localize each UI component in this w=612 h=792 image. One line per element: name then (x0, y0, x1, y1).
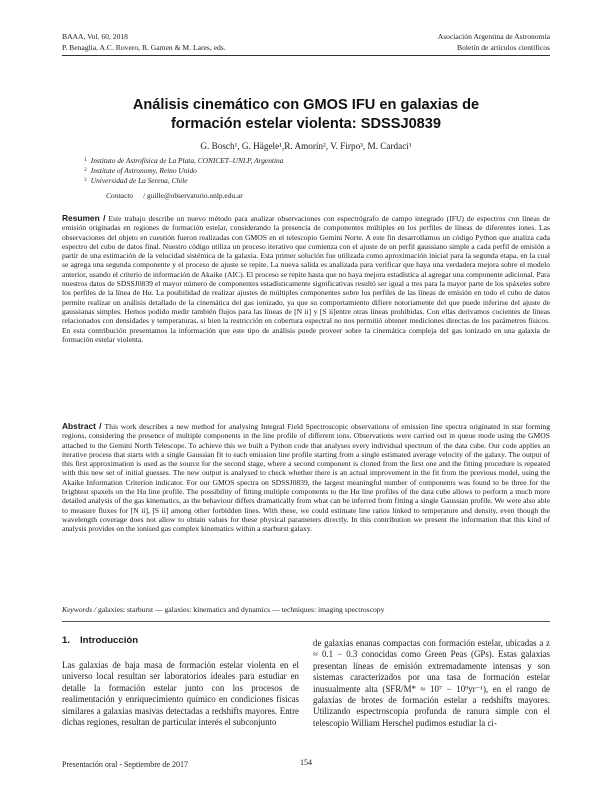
section-title: Introducción (80, 635, 139, 646)
affiliation-item: $^1$ Instituto de Astrofísica de La Plata, CONICET–UNLP, Argentina (84, 156, 284, 165)
running-header-right (438, 32, 550, 53)
header-rule (62, 55, 550, 56)
affiliation-item: $^2$ Institute of Astronomy, Reino Unido (84, 165, 197, 175)
keywords-label: Keywords / (62, 605, 97, 614)
author-list: G. Bosch¹, G. Hägele¹,R. Amorín², V. Firpo³, M. Cardaci¹ (200, 141, 412, 151)
contact-email[interactable]: / guille@observatorio.unlp.edu.ar (143, 191, 243, 200)
page-number: 154 (300, 758, 312, 767)
paper-title (62, 96, 550, 134)
abstract-block (62, 422, 550, 534)
abstract-label: Abstract / (62, 421, 102, 431)
keywords-line (62, 605, 550, 614)
bulletin-line: Boletín de artículos científicos (457, 42, 550, 52)
contact-label: Contacto (106, 191, 134, 200)
running-header-left (62, 32, 226, 53)
intro-right-column: de galaxias enanas compactas con formación estelar, ubicadas a z ≈ 0.1 − 0.3 conocidas como Green Peas (GPs). Estas galaxias presentan líneas de emisión extremadamente intensas y son sistemas caracterizados por una tasa de formación estelar inusualmente alta (SFR/M* ≈ 10⁷ − 10⁹yr⁻¹), en el rango de galaxias de brotes de formación estelar a redshifts mayores. Utilizando espectroscopía profunda de ranura simple con el telescopio William Herschel pudimos estudiar la ci- (313, 638, 550, 728)
resumen-block (62, 214, 550, 344)
abstract-text: This work describes a new method for analysing Integral Field Spectroscopic observations of emission line spectra originated in star forming regions, considering the presence of multiple components in the line profile of different ions. Observations were carried out in queue mode using the GMOS attached to the Gemini North Telescope. To achieve this we built a Python code that analyses every individual spectrum of the data cube. Our code applies an iterative process that starts with a single Gaussian fit to each emission line profile starting from a single estimated average velocity of the galaxy. The output of this first approximation is used as the source for the second stage, where a second component is cloned from the first one and the fitting procedure is repeated with this new set of initial guesses. The new output is analysed to check whether there is an actual improvement in the fit from the previous model, using the Akaike Information Criterion indicator. For our GMOS spectra on SDSSJ0839, the largest meaningful number of components was found to be three for the brightest spaxels on the Hα line profile. The possibility of fitting multiple components to the Hα line profiles of the data cube allows to perform a much more detailed analysis of the gas kinematics, as the behaviour differs dramatically from what can be inferred from fitting a single Gaussian profile. We were also able to measure fluxes for [N ii], [S ii] among other forbidden lines. With these, we could estimate line ratios linked to temperature and density, even though the wavelength coverage does not allow to obtain values for these physical parameters directly. In this contribution we present the information that this kind of analysis provides on the ionised gas complex kinematics within a starburst galaxy. (62, 422, 550, 534)
intro-left-column: Las galaxias de baja masa de formación estelar violenta en el universo local resultan ser laboratorios ideales para estudiar en detalle la formación estelar junto con los procesos de realimentación y enriquecimiento químico en condiciones físicas similares a galaxias masivas detectadas a redshifts mayores. Entre dichas regiones, resultan de particular interés el subconjunto (62, 660, 299, 728)
contact-line (106, 191, 243, 200)
affiliation-item: $^3$ Universidad de La Serena, Chile (84, 175, 188, 185)
journal-line: BAAA, Vol. 60, 2018 (62, 32, 128, 41)
section-heading (62, 635, 138, 646)
footer-note: Presentación oral - Septiembre de 2017 (62, 760, 188, 769)
affiliation-list (84, 156, 283, 185)
editors-line: P. Benaglia, A.C. Rovero, R. Gamen & M. Lares, eds. (62, 42, 226, 52)
resumen-label: Resumen / (62, 213, 106, 223)
title-line-1: Análisis cinemático con GMOS IFU en galaxias de (132, 97, 480, 113)
section-number: 1. (62, 635, 71, 646)
keywords-rule (62, 621, 550, 622)
title-line-2: formación estelar violenta: SDSSJ0839 (170, 116, 442, 132)
resumen-text: Este trabajo describe un nuevo método para analizar observaciones con espectrógrafo de campo integrado (IFU) de espectros con líneas de emisión originadas en regiones de formación estelar, considerando la presencia de componentes múltiples en los perfiles de líneas de diferentes iones. Las observaciones del objeto en cuestión fueron realizadas con GMOS en el telescopio Gemini Norte. A este fin desarrollamos un código Python que analiza cada espectro del cubo de datos final. Nuestro código utiliza un proceso iterativo que comienza con el ajuste de un perfil gaussiano simple a cada perfil de emisión a partir de una estimación de la velocidad sistémica de la galaxia. Esta primer solución fue utilizada como aproximación inicial para la segunda etapa, en la cual se agrega una segunda componente y el proceso de ajuste se repite. La nueva salida es analizada para verificar que haya una verdadera mejora sobre el modelo anterior, usando el criterio de información de Akaike (AIC). El proceso se repite hasta que no haya mejora estadística al agregar una componente adicional. Para nuestros datos de SDSSJ0839 el mayor número de componentes estadísticamente significativas resultó ser igual a tres para la mayor parte de los spáxeles sobre los perfiles de la línea de Hα. La posibilidad de realizar ajustes de múltiples componentes sobre los perfiles de las líneas de emisión en todo el cubo de datos permite realizar un análisis detallado de la cinemática del gas ionizado, ya que su comportamiento difiere notoriamente del que puede inferirse del ajuste de gaussianas simples. Hemos podido medir también flujos para las líneas de [N ii] y [S ii]entre otras líneas prohibidas. Con ellas derivamos cocientes de líneas relacionados con densidades y temperaturas, si bien la restricción en cobertura espectral no nos permitió obtener mediciones directas de los parámetros físicos. En esta contribución presentamos la información que este tipo de análisis puede proveer sobre la cinemática compleja del gas ionizado en una galaxia de formación estelar violenta. (62, 214, 550, 344)
keywords-text: galaxies: starburst — galaxies: kinematics and dynamics — techniques: imaging spectroscopy (98, 605, 385, 614)
association-line: Asociación Argentina de Astronomía (437, 32, 550, 41)
